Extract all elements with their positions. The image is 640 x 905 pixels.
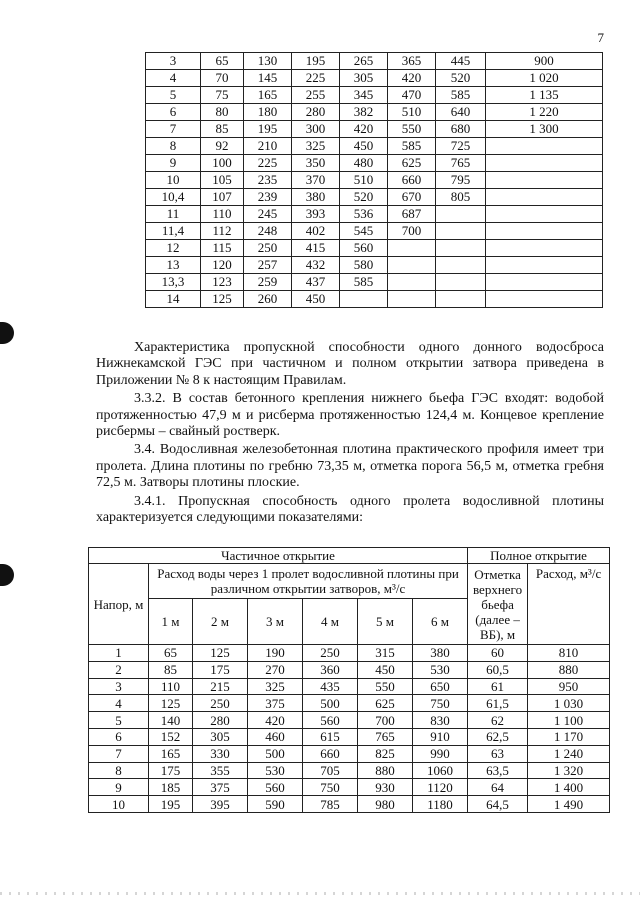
table-cell: 85 xyxy=(201,121,244,138)
table-cell: 420 xyxy=(340,121,388,138)
table-cell: 687 xyxy=(388,206,436,223)
table-cell: 62 xyxy=(468,712,528,729)
table-row xyxy=(89,712,610,729)
table-cell: 300 xyxy=(292,121,340,138)
table-cell: 265 xyxy=(340,53,388,70)
table-cell xyxy=(436,291,486,308)
table-cell: 930 xyxy=(358,779,413,796)
table-cell: 100 xyxy=(201,155,244,172)
table-cell: 190 xyxy=(248,645,303,662)
table-cell: 13 xyxy=(146,257,201,274)
table-cell: 420 xyxy=(388,70,436,87)
table-cell: 1 320 xyxy=(528,762,610,779)
table-cell xyxy=(486,172,603,189)
table-cell xyxy=(388,240,436,257)
table-cell: 1 xyxy=(89,645,149,662)
table-row xyxy=(89,762,610,779)
table-cell: 3 xyxy=(89,678,149,695)
table-cell: 360 xyxy=(303,661,358,678)
table-cell: 585 xyxy=(388,138,436,155)
table-cell: 345 xyxy=(340,87,388,104)
table-cell: 11,4 xyxy=(146,223,201,240)
table-cell: 92 xyxy=(201,138,244,155)
table-cell: 61 xyxy=(468,678,528,695)
table-cell: 1180 xyxy=(413,796,468,813)
table-cell: 510 xyxy=(340,172,388,189)
table-cell: 175 xyxy=(193,661,248,678)
table-row xyxy=(146,87,603,104)
table-cell: 125 xyxy=(193,645,248,662)
table-cell xyxy=(436,206,486,223)
table-cell: 680 xyxy=(436,121,486,138)
table-cell: 1 170 xyxy=(528,728,610,745)
table-cell: 435 xyxy=(303,678,358,695)
table-cell: 140 xyxy=(149,712,193,729)
table-cell: 765 xyxy=(436,155,486,172)
table-cell: 9 xyxy=(146,155,201,172)
table-cell: 185 xyxy=(149,779,193,796)
table-cell: 63 xyxy=(468,745,528,762)
table-cell: 650 xyxy=(413,678,468,695)
table-cell xyxy=(486,274,603,291)
table-cell: 4 xyxy=(89,695,149,712)
table-cell: 810 xyxy=(528,645,610,662)
table-cell xyxy=(486,223,603,240)
table-cell: 1 030 xyxy=(528,695,610,712)
table-cell: 250 xyxy=(303,645,358,662)
table-cell: 795 xyxy=(436,172,486,189)
table-cell: 700 xyxy=(358,712,413,729)
table-cell: 235 xyxy=(244,172,292,189)
table-cell: 1 135 xyxy=(486,87,603,104)
table-cell: 11 xyxy=(146,206,201,223)
header-full-opening: Полное открытие xyxy=(468,548,610,564)
table-cell: 670 xyxy=(388,189,436,206)
table-cell: 62,5 xyxy=(468,728,528,745)
table-cell: 660 xyxy=(303,745,358,762)
table-row xyxy=(146,206,603,223)
table-row xyxy=(146,121,603,138)
table-cell: 395 xyxy=(193,796,248,813)
table-cell: 980 xyxy=(358,796,413,813)
table-cell: 500 xyxy=(248,745,303,762)
table-row xyxy=(89,728,610,745)
table-cell xyxy=(486,138,603,155)
table-cell: 580 xyxy=(340,257,388,274)
table-cell: 560 xyxy=(340,240,388,257)
table-row xyxy=(89,661,610,678)
table-row xyxy=(146,155,603,172)
table-cell: 382 xyxy=(340,104,388,121)
header-discharge-partial: Расход воды через 1 пролет водосливной плотины при различном открытии затворов, м³/с xyxy=(149,564,468,599)
table-cell: 1 220 xyxy=(486,104,603,121)
table-cell: 432 xyxy=(292,257,340,274)
table-cell xyxy=(436,274,486,291)
table-cell: 585 xyxy=(436,87,486,104)
table-cell: 950 xyxy=(528,678,610,695)
table-cell: 64 xyxy=(468,779,528,796)
table-cell: 590 xyxy=(248,796,303,813)
table-cell: 545 xyxy=(340,223,388,240)
table-cell: 8 xyxy=(146,138,201,155)
table-cell: 280 xyxy=(292,104,340,121)
table-cell: 375 xyxy=(248,695,303,712)
table-cell: 250 xyxy=(244,240,292,257)
table-cell: 660 xyxy=(388,172,436,189)
table-cell: 830 xyxy=(413,712,468,729)
table-cell: 550 xyxy=(358,678,413,695)
table-row xyxy=(146,189,603,206)
header-opening-size: 3 м xyxy=(248,599,303,645)
table-cell: 61,5 xyxy=(468,695,528,712)
table-cell: 380 xyxy=(292,189,340,206)
table-cell: 510 xyxy=(388,104,436,121)
table-cell: 370 xyxy=(292,172,340,189)
header-opening-size: 2 м xyxy=(193,599,248,645)
table-cell: 257 xyxy=(244,257,292,274)
table-cell: 245 xyxy=(244,206,292,223)
table-row xyxy=(146,291,603,308)
table-cell: 785 xyxy=(303,796,358,813)
table-cell: 330 xyxy=(193,745,248,762)
table-cell: 152 xyxy=(149,728,193,745)
paragraph-bottom-outlet: Характеристика пропускной способности одного донного водосброса Нижнекамской ГЭС при частичном и полном открытии затвора приведена в Приложении № 8 к настоящим Правилам. xyxy=(96,340,604,388)
table-cell: 350 xyxy=(292,155,340,172)
table-cell xyxy=(436,223,486,240)
table-cell: 248 xyxy=(244,223,292,240)
table-cell: 450 xyxy=(292,291,340,308)
table-cell: 165 xyxy=(244,87,292,104)
table-cell: 10,4 xyxy=(146,189,201,206)
table-cell: 110 xyxy=(201,206,244,223)
table-cell: 5 xyxy=(89,712,149,729)
table-cell: 80 xyxy=(201,104,244,121)
table-cell: 325 xyxy=(248,678,303,695)
table-cell: 450 xyxy=(358,661,413,678)
table-cell: 900 xyxy=(486,53,603,70)
table-cell: 1 300 xyxy=(486,121,603,138)
table-cell: 1 020 xyxy=(486,70,603,87)
table-cell: 880 xyxy=(528,661,610,678)
table-cell: 1120 xyxy=(413,779,468,796)
table-cell: 805 xyxy=(436,189,486,206)
punch-hole-mark xyxy=(0,564,14,586)
table-cell: 445 xyxy=(436,53,486,70)
header-opening-size: 1 м xyxy=(149,599,193,645)
table-row xyxy=(146,104,603,121)
table-cell: 60,5 xyxy=(468,661,528,678)
table-row xyxy=(146,172,603,189)
table-cell: 107 xyxy=(201,189,244,206)
table-cell: 530 xyxy=(413,661,468,678)
table-cell: 3 xyxy=(146,53,201,70)
table-cell xyxy=(486,189,603,206)
table-cell: 6 xyxy=(89,728,149,745)
table-cell: 2 xyxy=(89,661,149,678)
table-cell: 530 xyxy=(248,762,303,779)
table-cell: 13,3 xyxy=(146,274,201,291)
table-cell: 437 xyxy=(292,274,340,291)
table-cell: 6 xyxy=(146,104,201,121)
table-cell: 7 xyxy=(89,745,149,762)
table-row xyxy=(89,695,610,712)
table-cell: 415 xyxy=(292,240,340,257)
table-cell: 10 xyxy=(146,172,201,189)
table-cell: 70 xyxy=(201,70,244,87)
table-cell: 700 xyxy=(388,223,436,240)
table-cell xyxy=(388,291,436,308)
table-cell: 500 xyxy=(303,695,358,712)
header-discharge-full: Расход, м³/с xyxy=(528,564,610,645)
table-cell: 12 xyxy=(146,240,201,257)
table-cell: 765 xyxy=(358,728,413,745)
table-cell: 380 xyxy=(413,645,468,662)
table-row xyxy=(89,779,610,796)
table-cell: 250 xyxy=(193,695,248,712)
header-opening-size: 5 м xyxy=(358,599,413,645)
table-cell: 520 xyxy=(340,189,388,206)
table-row xyxy=(89,678,610,695)
table-cell xyxy=(436,240,486,257)
paragraph-3-3-2: 3.3.2. В состав бетонного крепления нижнего бьефа ГЭС входят: водобой протяженностью 47,9 м и рисберма протяженностью 124,4 м. Концевое крепление рисбермы – свайный ростверк. xyxy=(96,391,604,440)
table-cell: 210 xyxy=(244,138,292,155)
table-cell: 115 xyxy=(201,240,244,257)
table-cell: 75 xyxy=(201,87,244,104)
table-row xyxy=(146,274,603,291)
table-cell: 305 xyxy=(340,70,388,87)
table-cell: 520 xyxy=(436,70,486,87)
table-cell: 393 xyxy=(292,206,340,223)
table-cell: 480 xyxy=(340,155,388,172)
header-opening-size: 6 м xyxy=(413,599,468,645)
page-number: 7 xyxy=(597,30,604,45)
table-cell: 112 xyxy=(201,223,244,240)
header-head: Напор, м xyxy=(89,564,149,645)
table-cell: 470 xyxy=(388,87,436,104)
table-cell: 259 xyxy=(244,274,292,291)
table-row xyxy=(89,745,610,762)
table-cell: 110 xyxy=(149,678,193,695)
table-cell: 9 xyxy=(89,779,149,796)
table-row xyxy=(89,645,610,662)
table-cell: 1 100 xyxy=(528,712,610,729)
table-cell: 225 xyxy=(244,155,292,172)
table-cell: 65 xyxy=(201,53,244,70)
table-cell: 195 xyxy=(149,796,193,813)
table-cell: 550 xyxy=(388,121,436,138)
paragraph-3-4: 3.4. Водосливная железобетонная плотина практического профиля имеет три пролета. Длина плотины по гребню 73,35 м, отметка порога 56,5 м, отметка гребня 72,5 м. Затворы плотины плоские. xyxy=(96,442,604,491)
discharge-table-continued xyxy=(145,52,603,308)
table-cell: 585 xyxy=(340,274,388,291)
table-cell: 420 xyxy=(248,712,303,729)
table-cell: 355 xyxy=(193,762,248,779)
table-cell: 145 xyxy=(244,70,292,87)
table-cell: 910 xyxy=(413,728,468,745)
table-cell xyxy=(486,206,603,223)
table-cell xyxy=(388,257,436,274)
table-cell: 1 240 xyxy=(528,745,610,762)
table-cell: 215 xyxy=(193,678,248,695)
spillway-capacity-table xyxy=(88,547,610,813)
table-cell xyxy=(486,257,603,274)
table-cell: 125 xyxy=(201,291,244,308)
table-cell: 990 xyxy=(413,745,468,762)
table-cell xyxy=(486,240,603,257)
table-cell: 255 xyxy=(292,87,340,104)
table-cell: 225 xyxy=(292,70,340,87)
table-cell: 560 xyxy=(248,779,303,796)
table-cell: 270 xyxy=(248,661,303,678)
table-cell: 615 xyxy=(303,728,358,745)
table-cell: 105 xyxy=(201,172,244,189)
table-cell: 450 xyxy=(340,138,388,155)
table-row xyxy=(89,796,610,813)
table-cell: 60 xyxy=(468,645,528,662)
table-cell: 640 xyxy=(436,104,486,121)
table-cell: 195 xyxy=(292,53,340,70)
table-cell: 63,5 xyxy=(468,762,528,779)
table-cell: 175 xyxy=(149,762,193,779)
header-opening-size: 4 м xyxy=(303,599,358,645)
table-cell xyxy=(388,274,436,291)
table-row xyxy=(146,240,603,257)
table-cell: 305 xyxy=(193,728,248,745)
table-cell xyxy=(340,291,388,308)
table-row xyxy=(146,138,603,155)
table-cell: 130 xyxy=(244,53,292,70)
table-cell: 725 xyxy=(436,138,486,155)
table-cell: 280 xyxy=(193,712,248,729)
table-cell: 325 xyxy=(292,138,340,155)
body-text xyxy=(96,340,604,528)
table-cell: 1 400 xyxy=(528,779,610,796)
table-cell: 705 xyxy=(303,762,358,779)
table-cell: 880 xyxy=(358,762,413,779)
table-cell: 5 xyxy=(146,87,201,104)
table-cell: 1060 xyxy=(413,762,468,779)
table-cell: 625 xyxy=(358,695,413,712)
table-cell: 402 xyxy=(292,223,340,240)
table-cell: 120 xyxy=(201,257,244,274)
table-row xyxy=(146,53,603,70)
header-partial-opening: Частичное открытие xyxy=(89,548,468,564)
table-cell: 10 xyxy=(89,796,149,813)
table-row xyxy=(146,257,603,274)
table-cell: 195 xyxy=(244,121,292,138)
table-cell: 750 xyxy=(413,695,468,712)
table-cell: 65 xyxy=(149,645,193,662)
table-cell: 8 xyxy=(89,762,149,779)
table-cell: 4 xyxy=(146,70,201,87)
scan-artifact-line xyxy=(0,892,640,895)
table-cell: 260 xyxy=(244,291,292,308)
table-cell: 239 xyxy=(244,189,292,206)
table-cell: 365 xyxy=(388,53,436,70)
table-cell: 180 xyxy=(244,104,292,121)
table-cell: 64,5 xyxy=(468,796,528,813)
table-cell: 125 xyxy=(149,695,193,712)
table-cell: 625 xyxy=(388,155,436,172)
paragraph-3-4-1: 3.4.1. Пропускная способность одного пролета водосливной плотины характеризуется следующими показателями: xyxy=(96,493,604,526)
table-cell: 14 xyxy=(146,291,201,308)
table-cell xyxy=(486,291,603,308)
table-cell: 1 490 xyxy=(528,796,610,813)
header-upstream-level: Отметка верхнего бьефа (далее – ВБ), м xyxy=(468,564,528,645)
punch-hole-mark xyxy=(0,322,14,344)
table-row xyxy=(146,70,603,87)
table-cell: 165 xyxy=(149,745,193,762)
table-cell: 750 xyxy=(303,779,358,796)
table-cell: 460 xyxy=(248,728,303,745)
table-cell: 560 xyxy=(303,712,358,729)
table-cell: 825 xyxy=(358,745,413,762)
table-cell xyxy=(486,155,603,172)
table-cell: 315 xyxy=(358,645,413,662)
table-cell: 375 xyxy=(193,779,248,796)
table-cell: 536 xyxy=(340,206,388,223)
table-cell: 7 xyxy=(146,121,201,138)
table-row xyxy=(146,223,603,240)
table-cell xyxy=(436,257,486,274)
table-cell: 123 xyxy=(201,274,244,291)
table-cell: 85 xyxy=(149,661,193,678)
